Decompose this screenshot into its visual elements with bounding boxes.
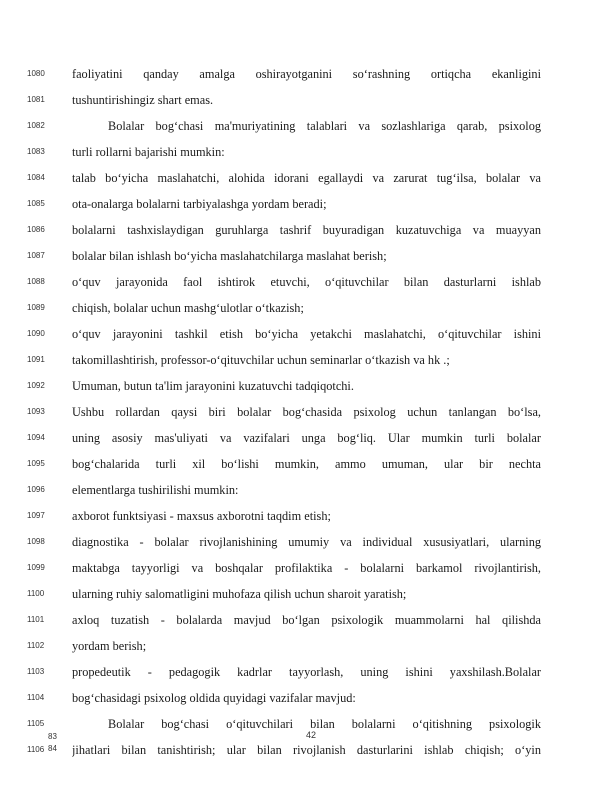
line-number: 1105 [27,719,45,728]
document-line [0,118,612,144]
document-line [0,326,612,352]
line-text: Bolalar bog‘chasi ma'muriyatining talablari va sozlashlariga qarab, psixolog [108,119,541,133]
line-text: diagnostika - bolalar rivojlanishining umumiy va individual xususiyatlari, ularning [72,535,541,549]
line-number: 1099 [27,563,45,572]
line-number: 1104 [27,693,45,702]
line-text: Bolalar bog‘chasi o‘qituvchilari bilan bolalarni o‘qitishning psixologik [108,717,541,731]
line-number: 1092 [27,381,45,390]
document-line [0,664,612,690]
document-line [0,170,612,196]
line-number: 1098 [27,537,45,546]
line-number: 1085 [27,199,45,208]
line-number: 1080 [27,69,45,78]
line-number: 1100 [27,589,45,598]
line-text: bog‘chasidagi psixolog oldida quyidagi vazifalar mavjud: [72,691,356,705]
line-number: 1096 [27,485,45,494]
line-number: 1089 [27,303,45,312]
line-text: Ushbu rollardan qaysi biri bolalar bog‘chasida psixolog uchun tanlangan bo‘lsa, [72,405,541,419]
line-text: yordam berish; [72,639,147,653]
line-text: ota-onalarga bolalarni tarbiyalashga yordam beradi; [72,197,327,211]
document-line [0,742,612,768]
line-text: propedeutik - pedagogik kadrlar tayyorlash, uning ishini yaxshilash.Bolalar [72,665,541,679]
line-text: talab bo‘yicha maslahatchi, alohida idorani egallaydi va zarurat tug‘ilsa, bolalar va [72,171,541,185]
document-line [0,534,612,560]
line-number: 1087 [27,251,45,260]
document-line [0,274,612,300]
footer-margin-number: 83 [48,732,57,741]
line-text: o‘quv jarayonida faol ishtirok etuvchi, o‘qituvchilar bilan dasturlarni ishlab [72,275,541,289]
line-text: elementlarga tushirilishi mumkin: [72,483,239,497]
document-line [0,690,612,716]
document-line [0,144,612,170]
line-text: Umuman, butun ta'lim jarayonini kuzatuvchi tadqiqotchi. [72,379,354,393]
line-text: bog‘chalarida turli xil bo‘lishi mumkin, ammo umuman, ular bir nechta [72,457,541,471]
document-line [0,612,612,638]
line-text: turli rollarni bajarishi mumkin: [72,145,225,159]
line-number: 1103 [27,667,45,676]
document-line [0,430,612,456]
document-line [0,300,612,326]
document-line [0,352,612,378]
line-number: 1091 [27,355,45,364]
document-line [0,196,612,222]
line-number: 1082 [27,121,45,130]
line-text: uning asosiy mas'uliyati va vazifalari unga bog‘liq. Ular mumkin turli bolalar [72,431,541,445]
document-line [0,638,612,664]
line-number: 1095 [27,459,45,468]
document-line [0,560,612,586]
line-number: 1102 [27,641,45,650]
line-text: bolalarni tashxislaydigan guruhlarga tashrif buyuradigan kuzatuvchiga va muayyan [72,223,541,237]
line-number: 1093 [27,407,45,416]
line-number: 1090 [27,329,45,338]
line-text: ularning ruhiy salomatligini muhofaza qilish uchun sharoit yaratish; [72,587,407,601]
line-text: takomillashtirish, professor-o‘qituvchilar uchun seminarlar o‘tkazish va hk .; [72,353,450,367]
line-number: 1101 [27,615,45,624]
footer-margin-number: 84 [48,744,57,753]
document-line [0,482,612,508]
document-line [0,92,612,118]
page-number: 42 [305,730,316,740]
line-number: 1081 [27,95,45,104]
document-line [0,222,612,248]
line-text: o‘quv jarayonini tashkil etish bo‘yicha yetakchi maslahatchi, o‘qituvchilar ishini [72,327,541,341]
document-line [0,248,612,274]
line-number: 1083 [27,147,45,156]
line-text: jihatlari bilan tanishtirish; ular bilan rivojlanish dasturlarini ishlab chiqish; o‘yin [72,743,541,757]
document-line [0,586,612,612]
line-number: 1097 [27,511,45,520]
document-line [0,456,612,482]
line-text: faoliyatini qanday amalga oshirayotganini so‘rashning ortiqcha ekanligini [72,67,541,81]
line-text: bolalar bilan ishlash bo‘yicha maslahatchilarga maslahat berish; [72,249,387,263]
line-text: chiqish, bolalar uchun mashg‘ulotlar o‘tkazish; [72,301,304,315]
document-line [0,508,612,534]
line-number: 1088 [27,277,45,286]
line-number: 1086 [27,225,45,234]
line-text: tushuntirishingiz shart emas. [72,93,214,107]
line-number: 1084 [27,173,45,182]
line-number: 1094 [27,433,45,442]
document-line [0,378,612,404]
line-text: maktabga tayyorligi va boshqalar profilaktika - bolalarni barkamol rivojlantirish, [72,561,541,575]
document-line [0,66,612,92]
line-text: axloq tuzatish - bolalarda mavjud bo‘lgan psixologik muammolarni hal qilishda [72,613,541,627]
line-number: 1106 [27,745,45,754]
document-line [0,404,612,430]
line-text: axborot funktsiyasi - maxsus axborotni taqdim etish; [72,509,331,523]
